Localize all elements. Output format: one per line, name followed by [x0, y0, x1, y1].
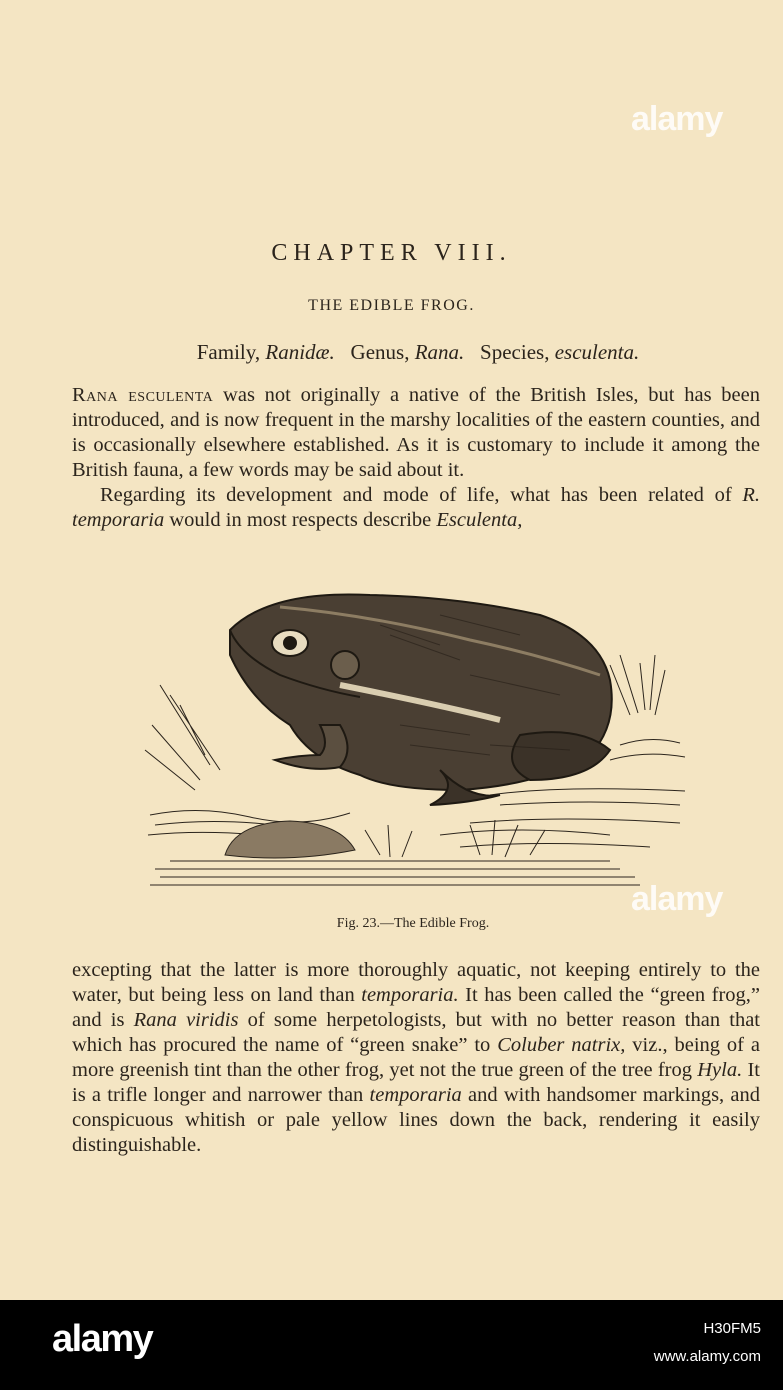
frog-illustration — [140, 585, 700, 905]
paragraph-2 — [72, 483, 760, 533]
paragraph-3-italic-d: Hyla. — [697, 1059, 743, 1081]
paragraph-3-italic-e: temporaria — [369, 1084, 462, 1106]
paragraph-3-text-b: It has been called the “green frog,” and is — [72, 984, 760, 1031]
paragraph-3-text-d: viz., being of a more greenish tint than the other frog, yet not the true green of the tree frog — [72, 1034, 760, 1081]
alamy-logo: alamy — [52, 1318, 153, 1360]
paragraph-3-text-f: and with handsomer markings, and conspicuous whitish or pale yellow lines down the back, rendering it easily distinguishable. — [72, 1084, 761, 1156]
species-label: Species, — [480, 340, 550, 364]
paragraph-1-text: was not originally a native of the British Isles, but has been introduced, and is now frequent in the marshy localities of the eastern counties, and is occasionally elsewhere established. As it is customary to include it among the British fauna, a few words may be said about it. — [72, 384, 760, 481]
chapter-heading: CHAPTER VIII. — [271, 240, 512, 266]
paragraph-3-italic-a: temporaria. — [361, 984, 459, 1006]
paragraph-3-text-c: of some herpetologists, but with no better reason than that which has procured the name of “green snake” to — [72, 1009, 760, 1056]
genus-label: Genus, — [350, 340, 410, 364]
paragraph-1 — [72, 383, 760, 483]
paragraph-3 — [72, 958, 760, 1158]
paragraph-2-italic-b: Esculenta, — [436, 509, 523, 531]
intro-text — [72, 383, 760, 533]
classification-line — [0, 340, 783, 365]
watermark-bottom: alamy — [631, 880, 723, 918]
paragraph-3-text-a: excepting that the latter is more thoroughly aquatic, not keeping entirely to the water, but being less on land than — [72, 959, 760, 1006]
figure-caption: Fig. 23.—The Edible Frog. — [336, 916, 490, 931]
family-name: Ranidæ. — [265, 340, 335, 364]
section-title: THE EDIBLE FROG. — [308, 297, 475, 314]
paragraph-2-italic-a: R. temporaria — [72, 484, 760, 531]
watermark-top: alamy — [631, 100, 723, 138]
paragraph-3-text-e: It is a trifle longer and narrower than — [72, 1059, 760, 1106]
paragraph-3-italic-b: Rana viridis — [133, 1009, 239, 1031]
site-url: www.alamy.com — [653, 1348, 761, 1365]
paragraph-2-text-b: would in most respects describe — [164, 509, 437, 531]
genus-name: Rana. — [414, 340, 465, 364]
paragraph-2-text-a: Regarding its development and mode of life, what has been related of — [100, 484, 743, 506]
lead-smallcaps: Rana esculenta — [72, 384, 214, 406]
family-label: Family, — [196, 340, 261, 364]
continuation-text — [72, 958, 760, 1158]
paragraph-3-italic-c: Coluber natrix, — [497, 1034, 626, 1056]
species-name: esculenta. — [554, 340, 640, 364]
image-id: H30FM5 — [703, 1320, 761, 1337]
